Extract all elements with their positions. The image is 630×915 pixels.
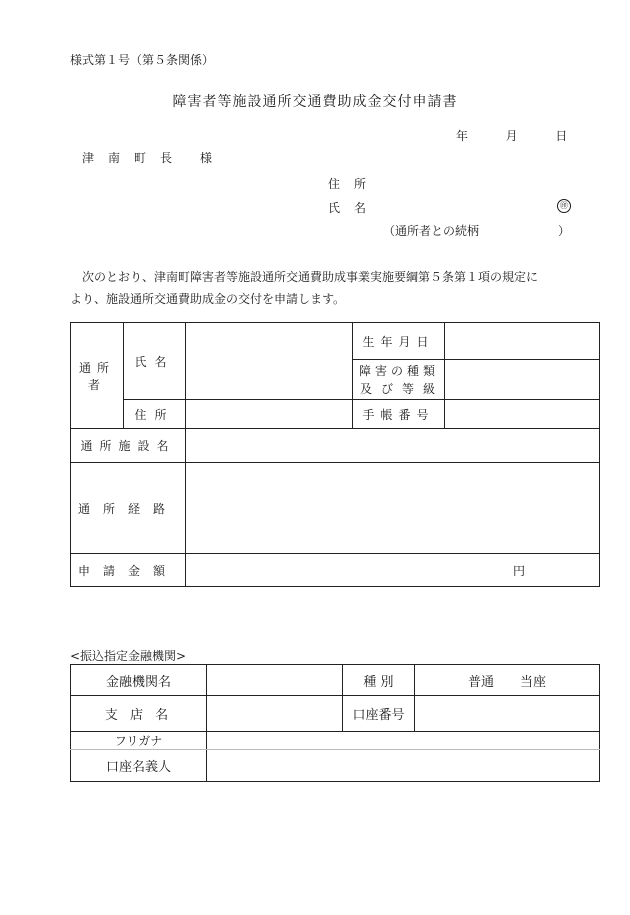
address-field[interactable] xyxy=(186,400,353,429)
disability-label-1: 障害の種類 xyxy=(359,363,440,378)
yen-unit: 円 xyxy=(512,563,525,578)
handbook-number-field[interactable] xyxy=(445,400,600,429)
account-number-field[interactable] xyxy=(415,696,600,732)
branch-label: 支 店 名 xyxy=(71,696,207,732)
holder-label: 口座名義人 xyxy=(71,750,207,782)
furigana-field[interactable] xyxy=(207,732,600,750)
date-day-label: 日 xyxy=(555,129,568,143)
addressee-honorific: 様 xyxy=(200,151,213,165)
account-type-label: 種 別 xyxy=(343,665,415,696)
disability-label-2: 及び等級 xyxy=(360,381,445,396)
document-title: 障害者等施設通所交通費助成金交付申請書 xyxy=(172,94,458,110)
birth-date-field[interactable] xyxy=(445,323,600,360)
application-statement xyxy=(70,266,605,310)
account-number-label: 口座番号 xyxy=(343,696,415,732)
route-field[interactable] xyxy=(186,463,600,554)
relation-line xyxy=(383,222,571,239)
relation-close: ） xyxy=(558,224,571,238)
account-type-options[interactable]: 普通 当座 xyxy=(415,665,600,696)
date-year-label: 年 xyxy=(456,129,469,143)
furigana-label: フリガナ xyxy=(71,732,207,750)
statement-line-2: より、施設通所交通費助成金の交付を申請します。 xyxy=(70,292,346,306)
route-label: 通所経路 xyxy=(71,463,186,554)
birth-label: 生年月日 xyxy=(353,323,445,360)
commuter-info-table xyxy=(70,322,600,587)
applicant-name-label: 氏名 xyxy=(328,201,381,215)
facility-field[interactable] xyxy=(186,429,600,463)
institution-field[interactable] xyxy=(207,665,343,696)
statement-line-1: 次のとおり、津南町障害者等施設通所交通費助成事業実施要綱第５条第１項の規定に xyxy=(82,270,539,284)
disability-label xyxy=(353,360,445,400)
addressee xyxy=(82,149,212,166)
facility-label: 通所施設名 xyxy=(71,429,186,463)
bank-section-title: <振込指定金融機関> xyxy=(70,649,187,663)
institution-label: 金融機関名 xyxy=(71,665,207,696)
seal-mark: ㊞ xyxy=(557,199,571,213)
disability-field[interactable] xyxy=(445,360,600,400)
date-line xyxy=(456,127,567,144)
address-label: 住所 xyxy=(124,400,186,429)
branch-field[interactable] xyxy=(207,696,343,732)
relation-label: （通所者との続柄 xyxy=(383,224,480,238)
addressee-name: 津南町長 xyxy=(82,151,187,165)
name-field[interactable] xyxy=(186,323,353,400)
handbook-label: 手帳番号 xyxy=(353,400,445,429)
commuter-label: 通所者 xyxy=(71,323,124,429)
amount-field[interactable] xyxy=(186,554,600,587)
holder-field[interactable] xyxy=(207,750,600,782)
bank-info-table xyxy=(70,664,600,782)
amount-label: 申請金額 xyxy=(71,554,186,587)
date-month-label: 月 xyxy=(505,129,518,143)
form-number: 様式第１号（第５条関係） xyxy=(70,53,215,67)
name-label: 氏名 xyxy=(124,323,186,400)
applicant-address-label: 住所 xyxy=(328,177,381,191)
